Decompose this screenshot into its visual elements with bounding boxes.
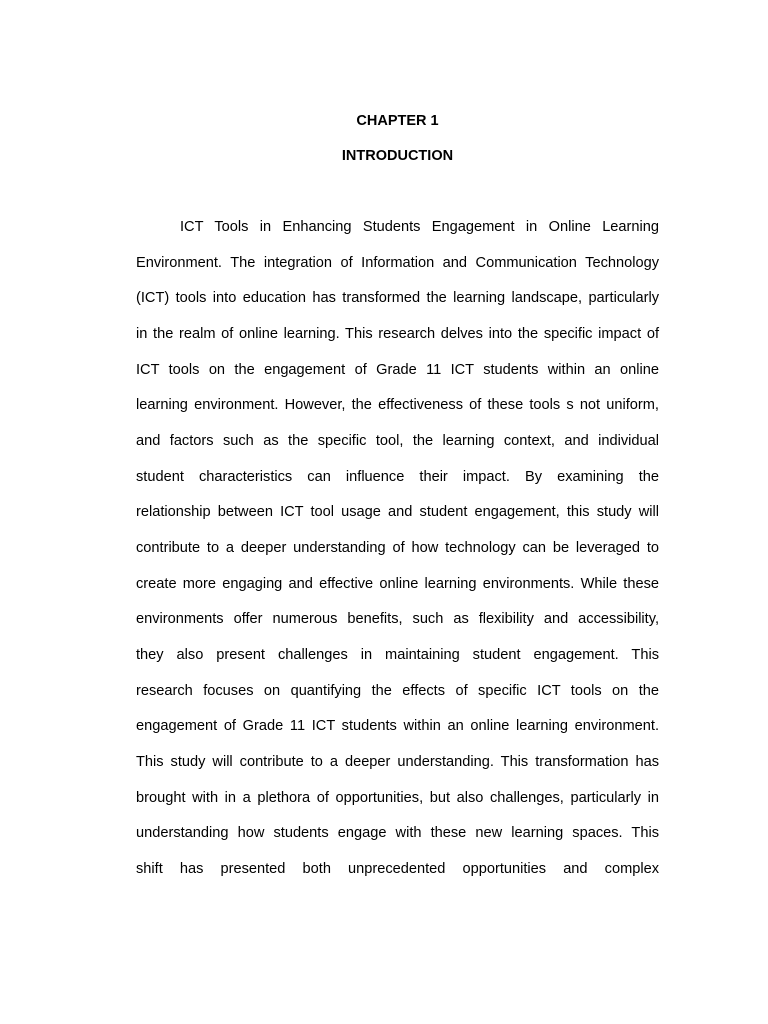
paragraph-line: they also present challenges in maintaining student engagement. This [136, 646, 659, 663]
paragraph-line: Environment. The integration of Information and Communication Technology [136, 254, 659, 271]
paragraph-line: research focuses on quantifying the effects of specific ICT tools on the [136, 682, 659, 699]
paragraph-line: ICT tools on the engagement of Grade 11 ICT students within an online [136, 361, 659, 378]
paragraph-line: in the realm of online learning. This research delves into the specific impact of [136, 325, 659, 342]
paragraph-line: learning environment. However, the effectiveness of these tools s not uniform, [136, 397, 659, 414]
paragraph-line: create more engaging and effective online learning environments. While these [136, 575, 659, 592]
paragraph-line: brought with in a plethora of opportunities, but also challenges, particularly in [136, 789, 659, 806]
paragraph-line: shift has presented both unprecedented opportunities and complex [136, 860, 659, 877]
paragraph-line: engagement of Grade 11 ICT students within an online learning environment. [136, 718, 659, 735]
paragraph-line: environments offer numerous benefits, such as flexibility and accessibility, [136, 611, 659, 628]
chapter-heading: CHAPTER 1 [356, 113, 439, 129]
paragraph-line: and factors such as the specific tool, the learning context, and individual [136, 432, 659, 449]
section-title: INTRODUCTION [341, 148, 454, 164]
paragraph-line: (ICT) tools into education has transformed the learning landscape, particularly [136, 290, 659, 307]
body-paragraph [136, 218, 659, 895]
paragraph-line: contribute to a deeper understanding of how technology can be leveraged to [136, 539, 659, 556]
paragraph-line: student characteristics can influence their impact. By examining the [136, 468, 659, 485]
paragraph-line: understanding how students engage with these new learning spaces. This [136, 825, 659, 842]
paragraph-line: ICT Tools in Enhancing Students Engagement in Online Learning [180, 219, 659, 235]
paragraph-line: This study will contribute to a deeper understanding. This transformation has [136, 753, 659, 770]
paragraph-line: relationship between ICT tool usage and student engagement, this study will [136, 504, 659, 521]
